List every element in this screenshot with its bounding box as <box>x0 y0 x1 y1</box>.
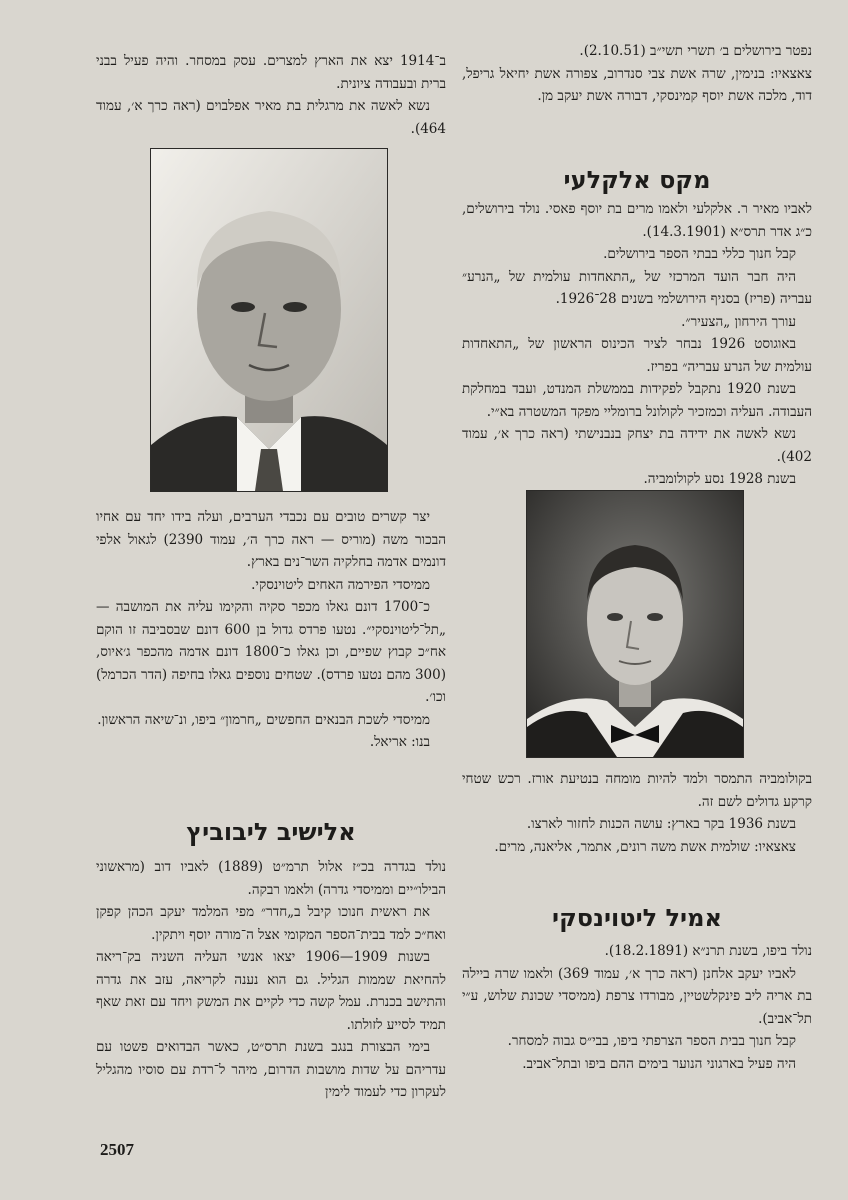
paragraph: בימי הבצורת בנגב בשנת תרס״ט, כאשר הבדואים פשטו עם עדריהם על שדות מושבות הדרום, מיהר ל־רדת עם סוסיו מהגליל לעקרון כדי לעמוד לימין <box>96 1039 446 1100</box>
portrait-photo-emil <box>150 148 388 492</box>
paragraph: בקולומביה התמסר ולמד להיות מומחה בנטיעת אורז. רכש שטחי קרקע גדולים לשם זה. <box>462 771 812 810</box>
paragraph: בנו: אריאל. <box>369 734 430 750</box>
paragraph: בשנות 1909—1906 יצאו אנשי העליה השניה בק־ריאה להחיאת שממות הגליל. גם הוא נענה לקריאה, עזב את גדרה והתישב בכנרת. עמל קשה כדי לקיים את המשק ויחד עם זאת שאף תמיד לסייע לזולתו. <box>96 949 446 1033</box>
alkalai-bio-continued <box>462 768 812 858</box>
paragraph: היה חבר הועד המרכזי של „התאחדות עולמית של „הנרע״ עבריה (פריז) בסניף הירושלמי בשנים 28־1926. <box>462 268 812 307</box>
paragraph: צאצאיו: בנימין, שרה אשת צבי סנדרוב, צפורה אשת יחיאל גריפל, דוד, מלכה אשת יוסף קמינסקי, דבורה אשת יעקב מן. <box>462 65 812 104</box>
paragraph: נשא לאשה את ידידה בת יצחק בנבנישתי (ראה כרך א׳, עמוד 402). <box>462 426 812 465</box>
left-top-text <box>96 50 446 140</box>
paragraph: את ראשית חנוכו קיבל ב„חדר״ מפי המלמד יעקב הכהן קפקן ואח״כ למד בבית־הספר המקומי אצל ה־מורה יוסף ויתקין. <box>96 904 446 943</box>
paragraph: לאביו יעקב אלחנן (ראה כרך א׳, עמוד 369) ולאמו שרה ביילה בת אריה ליב פינקלשטיין, מבורדו צרפת (ממיסדי שכונת שלוש, ע״י תל־אביב). <box>462 965 812 1027</box>
paragraph: נשא לאשה את מרגלית בת מאיר אפלבוים (ראה כרך א׳, עמוד 464). <box>96 98 446 137</box>
paragraph: ממיסדי לשכת הבנאים החפשים „חרמון״ ביפו, ונ־שיאה הראשון. <box>97 711 430 728</box>
heading-emil: אמיל ליטוינסקי <box>552 904 722 932</box>
paragraph: נולד ביפו, בשנת תרנ״א (18.2.1891). <box>604 943 812 959</box>
emil-bio-continued <box>96 506 446 754</box>
paragraph: בשנת 1936 בקר בארץ: עושה הכנות לחזור לארצו. <box>526 816 796 832</box>
heading-alkalai: מקס אלקלעי <box>563 166 711 194</box>
paragraph: בשנת 1928 נסע לקולומביה. <box>643 471 796 487</box>
alkalai-bio <box>462 198 812 491</box>
right-top-text <box>462 40 812 108</box>
paragraph: יצר קשרים טובים עם נכבדי הערבים, ועלה בידו יחד עם אחיו הבכור משה (מוריס — ראה כרך ה׳, עמוד 2390) לגאול אלפי דונמים אדמה בחלקיה השר־נים בארץ. <box>96 509 446 570</box>
paragraph: עורך הירחון „הצעיר״. <box>681 313 796 330</box>
paragraph: נולד בגדרה בכ״ז אלול תרמ״ט (1889) לאביו דוב (מראשוני הבילו״יים וממיסדי גדרה) ולאמו רבקה. <box>96 859 446 898</box>
portrait-image <box>151 149 387 491</box>
portrait-image <box>527 491 743 757</box>
paragraph: צאצאיו: שולמית אשת משה רונים, אתמר, אליאנה, מרים. <box>494 838 796 855</box>
paragraph: כ־1700 דונם גאלו מכפר סקיה והקימו עליה את המושבה — „תל־ליטוינסקי״. נטעו פרדס גדול בן 600 דונם שבסביבה זו הוקם אח״כ קבוץ שפיים, וכן גאלו כ־1800 דונם אדמה מהכפר ג׳איוס, (300 מהם נטעו פרדס). שטחים נוספים גאלו בחיפה (הדר הכרמל) וכו׳. <box>96 599 447 705</box>
paragraph: לאביו מאיר ר. אלקלעי ולאמו מרים בת יוסף פאסי. נולד בירושלים, כ״ג אדר תרס״א (14.3.1901). <box>462 201 812 240</box>
paragraph: ממיסדי הפירמה האחים ליטוינסקי. <box>251 576 430 593</box>
paragraph: קבל חנוך כללי בבתי הספר בירושלים. <box>603 246 796 262</box>
elishiv-bio <box>96 856 446 1104</box>
paragraph: היה פעיל בארגוני הנוער בימים ההם ביפו ובתל־אביב. <box>522 1055 796 1072</box>
portrait-photo-alkalai <box>526 490 744 758</box>
paragraph: קבל חנוך בבית הספר הצרפתי ביפו, בבי״ס גבוה למסחר. <box>507 1033 796 1049</box>
heading-elishiv: אלישיב ליבוביץ <box>186 818 356 846</box>
paragraph: נפטר בירושלים ב׳ תשרי תשי״ב (2.10.51). <box>579 43 812 59</box>
paragraph: בשנת 1920 נתקבל לפקידות בממשלת המנדט, ועבד במחלקת העבודה. העליה וכמזכיר לקולונל ברומליי מפקד המשטרה בא״י. <box>462 381 812 420</box>
page-number: 2507 <box>100 1140 134 1159</box>
paragraph: ב־1914 יצא את הארץ למצרים. עסק במסחר. והיה פעיל בבני ברית ובעבודה ציונית. <box>96 53 446 92</box>
emil-bio <box>462 940 812 1075</box>
paragraph: באוגוסט 1926 נבחר לציר הכינוס הראשון של „התאחדות עולמית של הנרע עבריה״ בפריז. <box>462 336 812 375</box>
